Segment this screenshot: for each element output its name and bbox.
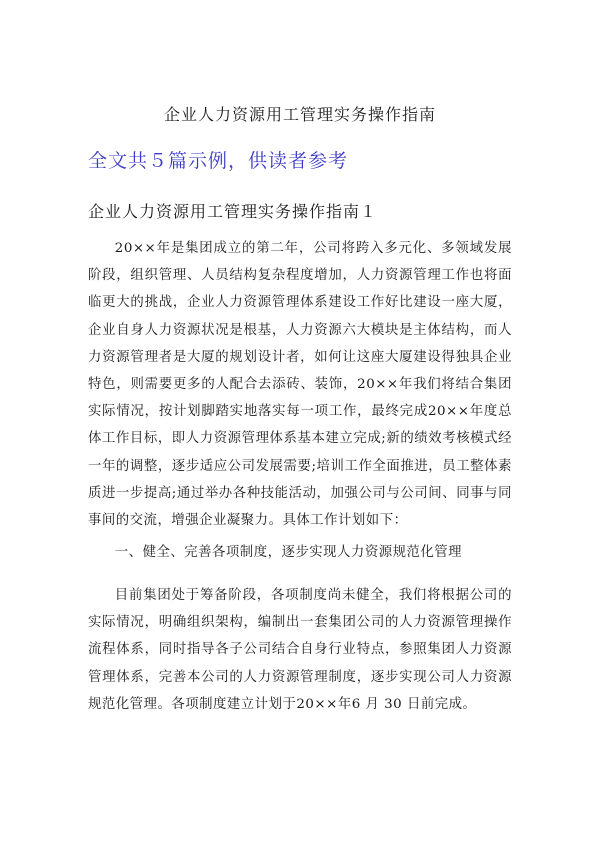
body-paragraph: 20××年是集团成立的第二年，公司将跨入多元化、多领域发展阶段，组织管理、人员结构复杂程度增加，人力资源管理工作也将面临更大的挑战，企业人力资源管理体系建设工作好比建设一座大厦，企业自身人力资源状况是根基，人力资源六大模块是主体结构，而人力资源管理者是大厦的规划设计者，如何让这座大厦建设得独具企业特色，则需要更多的人配合去添砖、装饰，20××年我们将结合集团实际情况，按计划脚踏实地落实每一项工作，最终完成20××年度总体工作目标，即人力资源管理体系基本建立完成;新的绩效考核模式经一年的调整，逐步适应公司发展需要;培训工作全面推进，员工整体素质进一步提高;通过举办各种技能活动，加强公司与公司间、同事与同事间的交流，增强企业凝聚力。具体工作计划如下： <box>88 241 512 529</box>
section-heading: 企业人力资源用工管理实务操作指南１ <box>88 202 378 221</box>
document-title: 企业人力资源用工管理实务操作指南 <box>163 105 436 124</box>
body-paragraph: 目前集团处于筹备阶段，各项制度尚未健全，我们将根据公司的实际情况，明确组织架构，编制出一套集团公司的人力资源管理操作流程体系，同时指导各子公司结合自身行业特点，参照集团人力资源管理体系，完善本公司的人力资源管理制度，逐步实现公司人力资源规范化管理。各项制度建立计划于20××年6 月 30 日前完成。 <box>88 588 512 712</box>
document-subtitle: 全文共５篇示例，供读者参考 <box>88 150 349 172</box>
subsection-heading: 一、健全、完善各项制度，逐步实现人力资源规范化管理 <box>114 545 463 560</box>
